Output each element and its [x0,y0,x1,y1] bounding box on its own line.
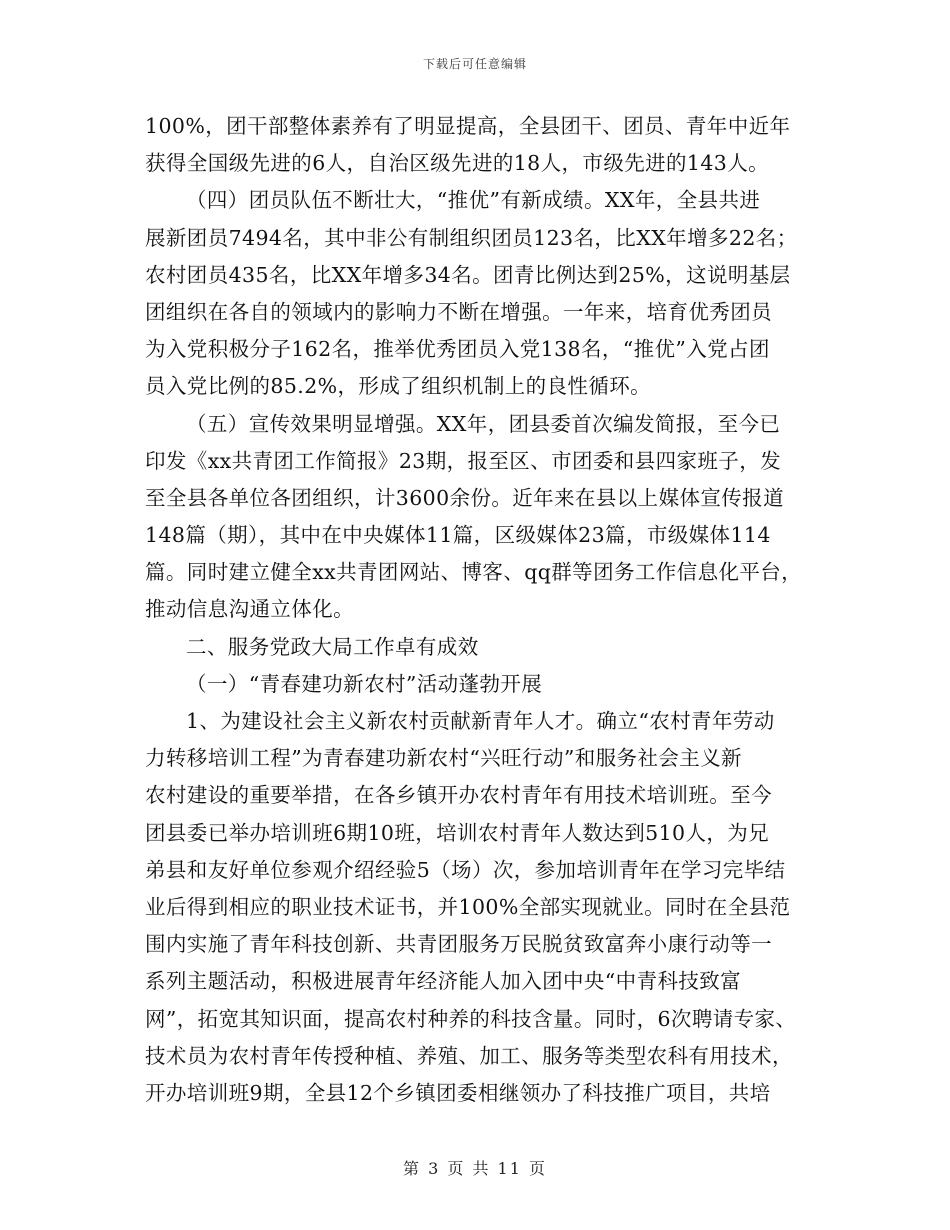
text-line: 弟县和友好单位参观介绍经验5（场）次，参加培训青年在学习完毕结 [145,857,786,882]
text-line: 业后得到相应的职业技术证书，并100%全部实现就业。同时在全县范 [145,894,791,919]
text-line: 团组织在各自的领域内的影响力不断在增强。一年来，培育优秀团员 [145,299,772,324]
section-heading: 二、服务党政大局工作卓有成效 [186,634,479,659]
text-line: 印发《xx共青团工作简报》23期，报至区、市团委和县四家班子，发 [145,448,782,473]
document-body [145,108,810,1112]
text-line: 网”，拓宽其知识面，提高农村种养的科技含量。同时，6次聘请专家、 [145,1006,797,1031]
text-line: 力转移培训工程”为青春建功新农村“兴旺行动”和服务社会主义新 [145,746,742,771]
text-line: 100%，团干部整体素养有了明显提高，全县团干、团员、青年中近年 [145,114,791,138]
text-line: （四）团员队伍不断壮大，“推优”有新成绩。XX年，全县共进 [186,188,761,213]
text-line: 围内实施了青年科技创新、共青团服务万民脱贫致富奔小康行动等一 [145,932,772,957]
text-line: 获得全国级先进的6人，自治区级先进的18人，市级先进的143人。 [145,151,770,176]
text-line: 推动信息沟通立体化。 [145,597,354,622]
text-line: 篇。同时建立健全xx共青团网站、博客、qq群等团务工作信息化平台， [145,560,803,585]
text-line: 农村团员435名，比XX年增多34名。团青比例达到25%，这说明基层 [145,262,791,287]
page-header: 下载后可任意编辑 [422,57,527,71]
subsection-heading: （一）“青春建功新农村”活动蓬勃开展 [186,671,543,696]
text-line: 技术员为农村青年传授种植、养殖、加工、服务等类型农科有用技术， [145,1043,793,1068]
text-line: 展新团员7494名，其中非公有制组织团员123名，比XX年增多22名； [145,225,798,250]
text-line: 员入党比例的85.2%，形成了组织机制上的良性循环。 [145,374,652,399]
text-line: 为入党积极分子162名，推举优秀团员入党138名，“推优”入党占团 [145,337,770,362]
text-line: （五）宣传效果明显增强。XX年，团县委首次编发简报，至今已 [186,411,781,436]
text-line: 148篇（期），其中在中央媒体11篇，区级媒体23篇，市级媒体114 [145,523,771,548]
text-line: 系列主题活动，积极进展青年经济能人加入团中央“中青科技致富 [145,969,742,994]
text-line: 农村建设的重要举措，在各乡镇开办农村青年有用技术培训班。至今 [145,783,772,808]
text-line: 开办培训班9期，全县12个乡镇团委相继领办了科技推广项目，共培 [145,1080,771,1105]
text-line: 至全县各单位各团组织，计3600余份。近年来在县以上媒体宣传报道 [145,485,784,510]
text-line: 团县委已举办培训班6期10班，培训农村青年人数达到510人，为兄 [145,820,770,845]
page-footer: 第 3 页 共 11 页 [403,1159,547,1178]
text-line: 1、为建设社会主义新农村贡献新青年人才。确立“农村青年劳动 [186,709,775,733]
